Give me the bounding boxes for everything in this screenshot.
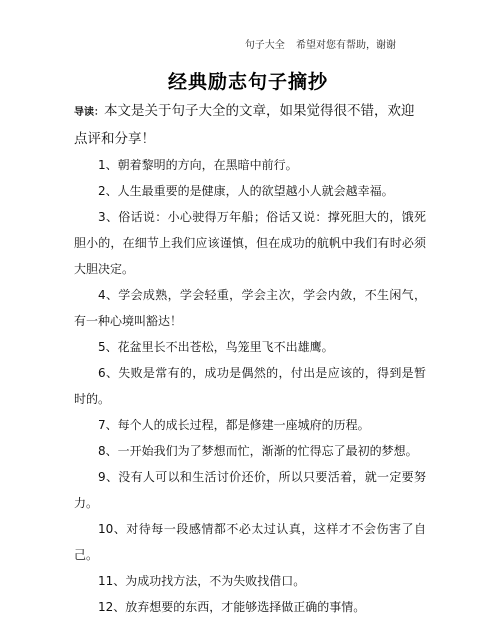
article-intro bbox=[74, 98, 426, 152]
quote-item: 5、花盆里长不出苍松，鸟笼里飞不出雄鹰。 bbox=[98, 340, 334, 354]
header-slogan: 希望对您有帮助，谢谢 bbox=[296, 40, 396, 51]
intro-text: 本文是关于句子大全的文章，如果觉得很不错，欢迎点评和分享！ bbox=[74, 103, 415, 147]
quote-item: 7、每个人的成长过程，都是修建一座城府的历程。 bbox=[98, 418, 370, 432]
article-body bbox=[74, 98, 426, 620]
article-title: 经典励志句子摘抄 bbox=[167, 71, 328, 93]
intro-label: 导读： bbox=[74, 107, 104, 118]
quote-item: 4、学会成熟，学会轻重，学会主次，学会内敛，不生闲气，有一种心境叫豁达！ bbox=[74, 288, 426, 328]
quote-item: 10、对待每一段感情都不必太过认真，这样才不会伤害了自己。 bbox=[74, 522, 426, 562]
quote-item: 12、放弃想要的东西，才能够选择做正确的事情。 bbox=[98, 600, 366, 614]
quote-item: 3、俗话说：小心驶得万年船；俗话又说：撑死胆大的，饿死胆小的，在细节上我们应该谨慎，但在成功的航帆中我们有时必须大胆决定。 bbox=[74, 210, 426, 276]
quote-item: 11、为成功找方法，不为失败找借口。 bbox=[98, 574, 306, 588]
header-note bbox=[245, 36, 396, 51]
site-name: 句子大全 bbox=[244, 40, 285, 51]
quote-item: 9、没有人可以和生活讨价还价，所以只要活着，就一定要努力。 bbox=[74, 470, 426, 510]
quote-item: 6、失败是常有的，成功是偶然的，付出是应该的，得到是暂时的。 bbox=[74, 366, 426, 406]
quote-item: 8、一开始我们为了梦想而忙，渐渐的忙得忘了最初的梦想。 bbox=[98, 444, 418, 458]
quote-item: 2、人生最重要的是健康，人的欲望越小人就会越幸福。 bbox=[98, 184, 394, 198]
quote-item: 1、朝着黎明的方向，在黑暗中前行。 bbox=[98, 158, 298, 172]
